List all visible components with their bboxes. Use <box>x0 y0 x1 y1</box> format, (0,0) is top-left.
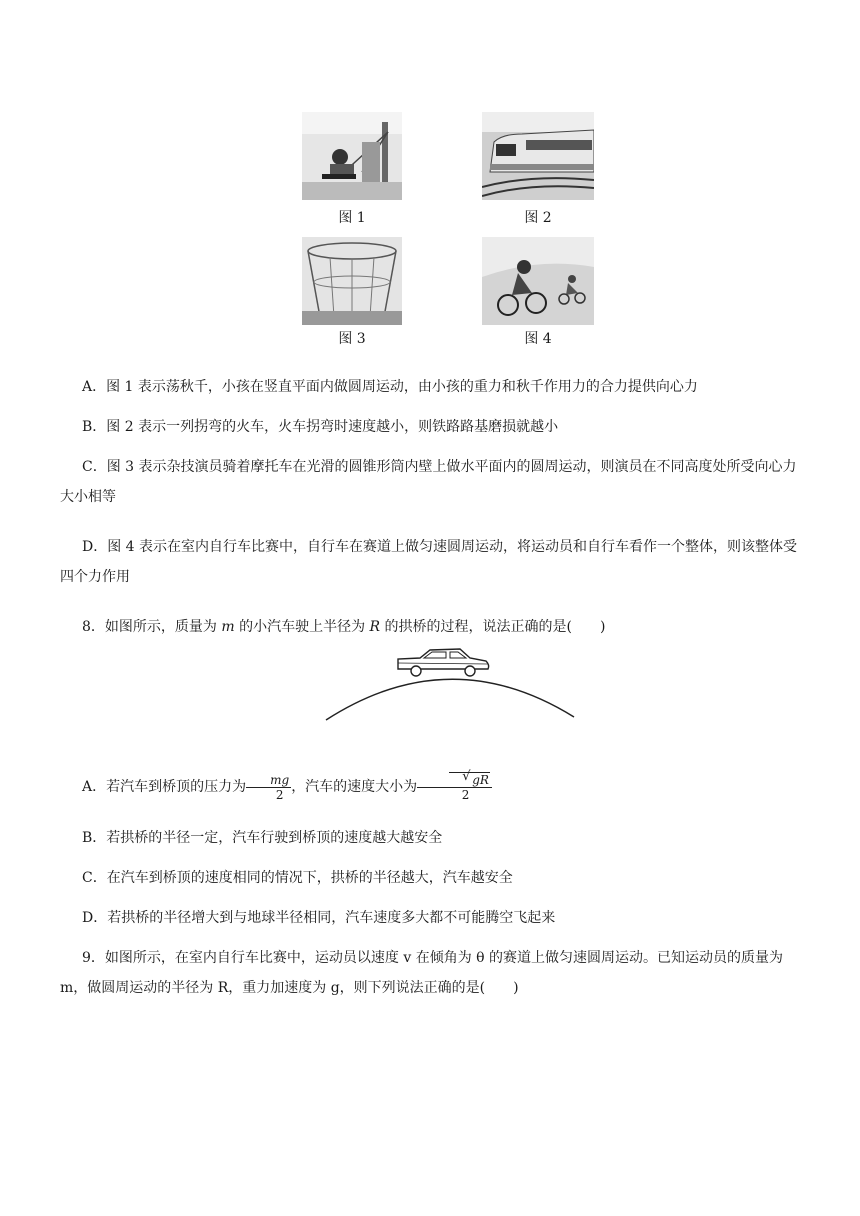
figure-1-swing-photo <box>302 112 402 200</box>
figure-3-caption: 图 3 <box>338 331 366 347</box>
fraction-1-numerator: mg <box>246 773 291 788</box>
q9-stem: 9．如图所示，在室内自行车比赛中，运动员以速度 v 在倾角为 θ 的赛道上做匀速圆周运动。已知运动员的质量为 m，做圆周运动的半径为 R，重力加速度为 g，则下列说法正确的是( ) <box>60 950 784 996</box>
fraction-2-denominator: 2 <box>461 788 470 802</box>
q7-option-b: B．图 2 表示一列拐弯的火车，火车拐弯时速度越小，则铁路路基磨损就越小 <box>82 419 559 435</box>
q7-option-d: D．图 4 表示在室内自行车比赛中，自行车在赛道上做匀速圆周运动，将运动员和自行车看作一个整体，则该整体受四个力作用 <box>60 539 798 585</box>
figure-4-cyclists-photo <box>482 237 594 325</box>
figure-2-caption: 图 2 <box>524 210 552 226</box>
q7-option-c: C．图 3 表示杂技演员骑着摩托车在光滑的圆锥形筒内壁上做水平面内的圆周运动，则演员在不同高度处所受向心力大小相等 <box>60 459 797 505</box>
q8-stem-part1: 8．如图所示，质量为 <box>82 619 222 635</box>
figure-2-train-photo <box>482 112 594 200</box>
figure-4-caption: 图 4 <box>524 331 552 347</box>
q8-option-a-part1: A．若汽车到桥顶的压力为 <box>82 779 247 795</box>
q8-option-a-part2: ，汽车的速度大小为 <box>291 779 418 795</box>
q8-stem-part2: 的小汽车驶上半径为 <box>234 619 370 635</box>
q8-option-b: B．若拱桥的半径一定，汽车行驶到桥顶的速度越大越安全 <box>82 830 443 846</box>
q8-option-c: C．在汽车到桥顶的速度相同的情况下，拱桥的半径越大，汽车越安全 <box>82 870 513 886</box>
q8-var-m: m <box>221 619 235 635</box>
arch-bridge-car-diagram <box>320 645 580 725</box>
fraction-1-denominator: 2 <box>275 787 284 802</box>
q8-stem <box>60 612 805 642</box>
q8-var-r: R <box>369 619 381 635</box>
q8-option-a <box>60 770 805 804</box>
fraction-sqrt-gr-over-2 <box>417 772 492 802</box>
figure-1-caption: 图 1 <box>338 210 366 226</box>
fraction-2-numerator-wrap <box>417 772 492 788</box>
q8-stem-part3: 的拱桥的过程，说法正确的是( ) <box>380 619 606 635</box>
car-icon <box>398 649 489 676</box>
fraction-mg-over-2 <box>246 773 291 802</box>
figure-3-cone-photo <box>302 237 402 325</box>
q7-option-a: A．图 1 表示荡秋千，小孩在竖直平面内做圆周运动，由小孩的重力和秋千作用力的合力提供向心力 <box>82 379 698 395</box>
fraction-2-numerator: √ gR <box>449 772 490 787</box>
q8-option-d: D．若拱桥的半径增大到与地球半径相同，汽车速度多大都不可能腾空飞起来 <box>82 910 556 926</box>
